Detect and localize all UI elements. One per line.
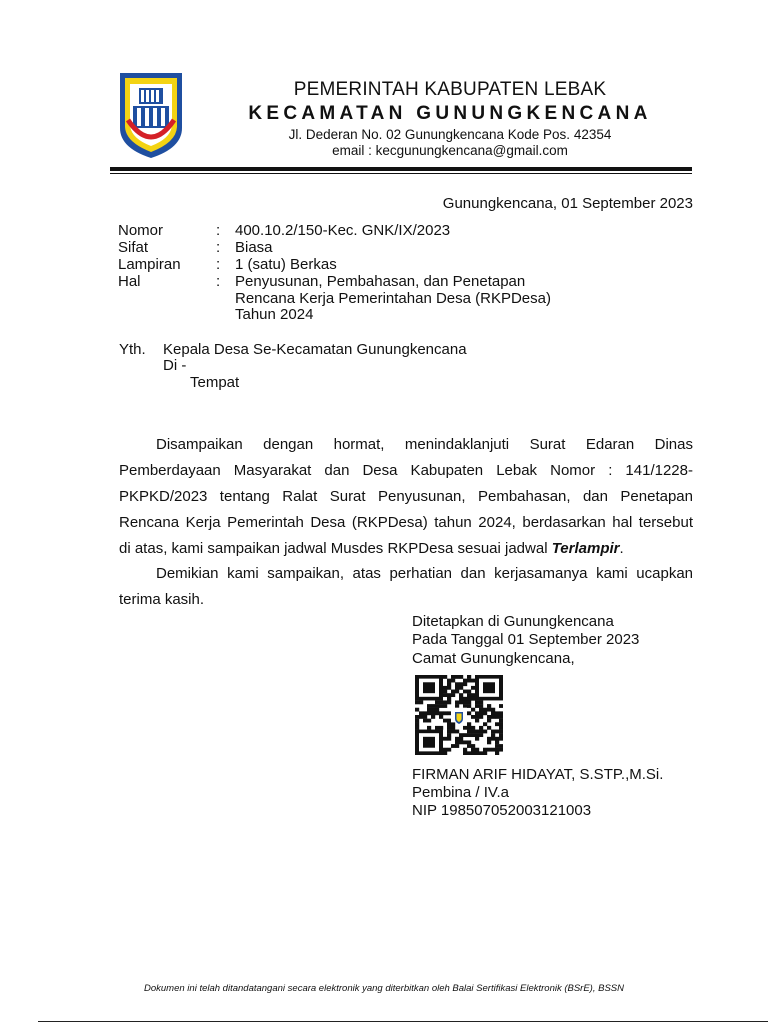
recipient-yth: Yth. [119,341,146,358]
recipient-name: Kepala Desa Se-Kecamatan Gunungkencana [163,341,467,358]
lampiran-label: Lampiran [118,256,181,273]
hal-line-3: Tahun 2024 [235,306,314,323]
letterhead-divider-thin [110,173,692,174]
signatory-name: FIRMAN ARIF HIDAYAT, S.STP.,M.Si. [412,766,664,783]
body-line-1: Disampaikan dengan hormat, menindaklanjuti Surat Edaran Dinas [156,436,693,453]
body-line-2: Pemberdayaan Masyarakat dan Desa Kabupaten Lebak Nomor : 141/1228- [119,462,693,479]
hal-colon: : [216,273,221,290]
nomor-label: Nomor [118,222,164,239]
attachment-emphasis: Terlampir [551,540,620,557]
letterhead-district: KECAMATAN GUNUNGKENCANA [248,103,652,124]
lampiran-colon: : [216,256,221,273]
page-bottom-rule [38,1021,768,1022]
body-line-5-text: di atas, kami sampaikan jadwal Musdes RKPDesa sesuai jadwal [119,540,552,557]
sifat-colon: : [216,239,221,256]
signature-place: Ditetapkan di Gunungkencana [412,613,614,630]
body-line-3: PKPKD/2023 tentang Ralat Surat Penyusunan, Pembahasan, dan Penetapan [119,488,693,505]
body-line-4: Rencana Kerja Pemerintah Desa (RKPDesa) tahun 2024, berdasarkan hal tersebut [119,514,693,531]
nomor-colon: : [216,222,221,239]
body-line-5-end: . [619,540,624,557]
letterhead-address: Jl. Dederan No. 02 Gunungkencana Kode Pos. 42354 [288,127,612,142]
nomor-value: 400.10.2/150-Kec. GNK/IX/2023 [235,222,451,239]
signatory-rank: Pembina / IV.a [412,784,510,801]
closing-line-2: terima kasih. [119,591,205,608]
letterhead-email: email : kecgunungkencana@gmail.com [332,143,568,158]
letterhead-divider [110,167,692,171]
sifat-label: Sifat [118,239,149,256]
recipient-di: Di - [163,357,187,374]
signature-qr-code [415,675,503,755]
hal-line-1: Penyusunan, Pembahasan, dan Penetapan [235,273,526,290]
body-line-5 [119,536,693,562]
letter-date: Gunungkencana, 01 September 2023 [442,195,693,212]
closing-line-1: Demikian kami sampaikan, atas perhatian dan kerjasamanya kami ucapkan [156,565,693,582]
kabupaten-lebak-logo [117,70,185,160]
sifat-value: Biasa [235,239,273,256]
e-signature-footer: Dokumen ini telah ditandatangani secara elektronik yang diterbitkan oleh Balai Sertifikasi Elektronik (BSrE), BSSN [144,983,624,994]
hal-line-2: Rencana Kerja Pemerintahan Desa (RKPDesa) [235,290,551,307]
signature-date: Pada Tanggal 01 September 2023 [412,631,640,648]
lampiran-value: 1 (satu) Berkas [235,256,337,273]
signature-title: Camat Gunungkencana, [412,650,575,667]
signatory-nip: NIP 198507052003121003 [412,802,592,819]
letterhead-government: PEMERINTAH KABUPATEN LEBAK [293,79,607,100]
recipient-place: Tempat [190,374,240,391]
hal-label: Hal [118,273,141,290]
